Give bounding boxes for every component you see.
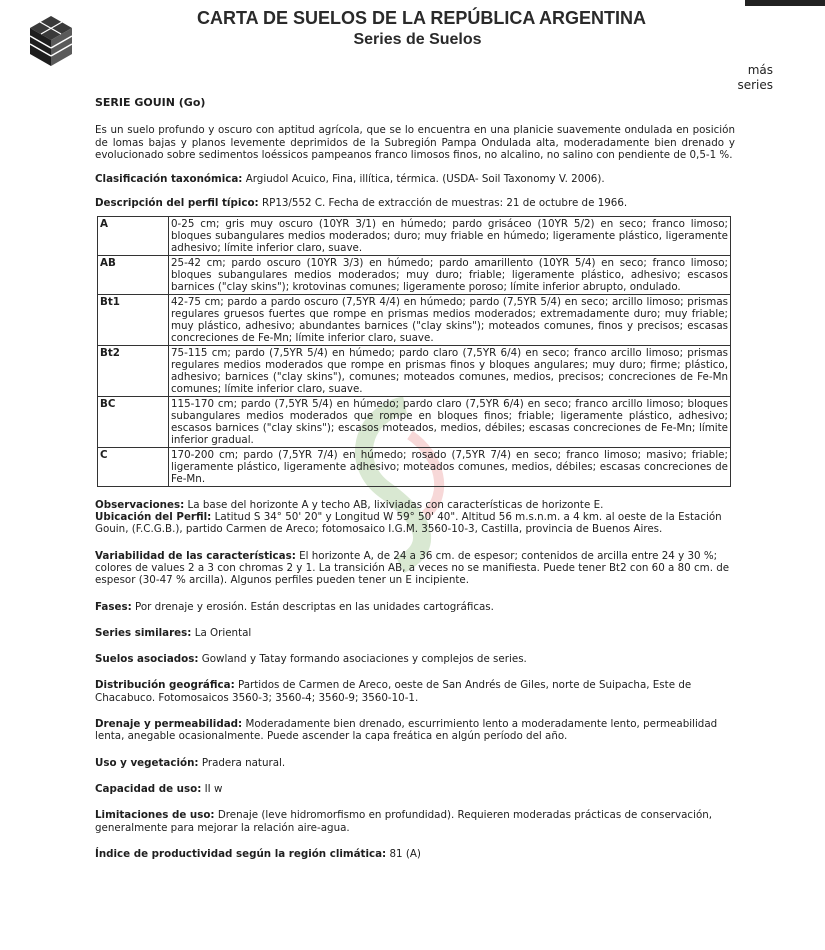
table-row: [98, 345, 731, 396]
limitaciones-value: Drenaje (leve hidromorfismo en profundidad). Requieren moderadas prácticas de conservación, generalmente para mejorar la relación aire-agua.: [95, 809, 713, 834]
document-body: [95, 97, 735, 860]
ubicacion-value: Latitud S 34° 50' 20" y Longitud W 59° 50' 40". Altitud 56 m.s.n.m. a 4 km. al oeste de la Estación Gouin, (F.C.G.B.), partido Carmen de Areco; fotomosaico I.G.M. 3560-10-3, Castilla, provincia de Buenos Aires.: [95, 511, 722, 536]
clasificacion-value: Argiudol Acuico, Fina, illítica, térmica. (USDA- Soil Taxonomy V. 2006).: [245, 173, 605, 186]
horizon-description: 170-200 cm; pardo (7,5YR 7/4) en húmedo; rosado (7,5YR 7/4) en seco; franco limoso; masivo; friable; ligeramente plástico, ligeramente adhesivo; moteados comunes, medios, débiles; escasas concreciones de Fe-Mn.: [169, 447, 731, 486]
indice-productividad: [95, 848, 735, 860]
page-title: CARTA DE SUELOS DE LA REPÚBLICA ARGENTINA: [196, 8, 646, 28]
horizon-name: BC: [98, 396, 169, 447]
uso-label: Uso y vegetación:: [95, 756, 199, 769]
capacidad-uso: [95, 783, 735, 795]
horizon-name: AB: [98, 255, 169, 294]
table-row: [98, 294, 731, 345]
observaciones-value: La base del horizonte A y techo AB, lixiviadas con características de horizonte E.: [187, 498, 604, 511]
horizons-table: [97, 216, 731, 487]
drenaje-value: Moderadamente bien drenado, escurrimiento lento a moderadamente lento, permeabilidad lenta, anegable ocasionalmente. Puede ascender la capa freática en algún período del año.: [95, 718, 718, 743]
horizon-name: Bt1: [98, 294, 169, 345]
horizon-description: 115-170 cm; pardo (7,5YR 5/4) en húmedo; pardo claro (7,5YR 6/4) en seco; franco arcillo limoso; bloques subangulares medios moderados que rompe en bloques finos; friable; ligeramente plástico, adhesivo; escasos barnices ("clay skins"); escasos moteados, medios, débiles; escasas concreciones de Fe-Mn; límite inferior gradual.: [169, 396, 731, 447]
table-row: [98, 255, 731, 294]
capacidad-label: Capacidad de uso:: [95, 782, 202, 795]
ubicacion-perfil: [95, 511, 735, 536]
capacidad-value: II w: [204, 782, 223, 795]
indice-label: Índice de productividad según la región climática:: [95, 847, 387, 860]
uso-value: Pradera natural.: [201, 756, 286, 769]
descripcion-value: RP13/552 C. Fecha de extracción de muestras: 21 de octubre de 1966.: [261, 197, 628, 210]
more-series-link-line1: más: [747, 63, 773, 77]
serie-intro: Es un suelo profundo y oscuro con aptitud agrícola, que se lo encuentra en una planicie suavemente ondulada en posición de lomas bajas y planos levemente deprimidos de la Subregión Pampa Ondulada alta, moderadamente bien drenado y evolucionado sobre sedimentos loéssicos pampeanos franco limosos finos, no alcalino, no salino con pendiente de 0,5-1 %.: [95, 124, 735, 161]
distribucion-geografica: [95, 679, 735, 704]
suelos-asociados: [95, 653, 735, 665]
table-row: [98, 447, 731, 486]
top-border-line: [745, 0, 825, 6]
distribucion-value: Partidos de Carmen de Areco, oeste de San Andrés de Giles, norte de Suipacha, Este de Chacabuco. Fotomosaicos 3560-3; 3560-4; 3560-9; 3560-10-1.: [95, 679, 692, 704]
drenaje-label: Drenaje y permeabilidad:: [95, 718, 243, 731]
observaciones-label: Observaciones:: [95, 498, 185, 511]
fases: [95, 601, 735, 613]
table-row: [98, 396, 731, 447]
serie-title: SERIE GOUIN (Go): [95, 96, 206, 109]
horizon-name: A: [98, 216, 169, 255]
more-series-link-line2: series: [737, 78, 773, 92]
series-similares: [95, 627, 735, 639]
horizon-name: Bt2: [98, 345, 169, 396]
ubicacion-label: Ubicación del Perfil:: [95, 511, 212, 524]
fases-value: Por drenaje y erosión. Están descriptas en las unidades cartográficas.: [135, 600, 494, 613]
horizon-description: 75-115 cm; pardo (7,5YR 5/4) en húmedo; pardo claro (7,5YR 6/4) en seco; franco arcillo limoso; prismas regulares medios moderados que rompe en prismas finos y bloques angulares; muy duro; firme; plástico, adhesivo; barnices ("clay skins"), comunes; moteados comunes, medios, precisos; concreciones de Fe-Mn comunes; límite inferior claro, suave.: [169, 345, 731, 396]
suelos-asociados-label: Suelos asociados:: [95, 653, 199, 666]
horizon-description: 42-75 cm; pardo a pardo oscuro (7,5YR 4/4) en húmedo; pardo (7,5YR 5/4) en seco; arcillo limoso; prismas regulares gruesos fuertes que rompe en prismas medios moderados; extremadamente duro; muy friable; muy plástico, adhesivo; abundantes barnices ("clay skins"); moteados comunes, finos y precisos; escasas concreciones de Fe-Mn; límite inferior claro, suave.: [169, 294, 731, 345]
observaciones: [95, 499, 735, 511]
clasificacion-taxonomica: [95, 173, 735, 185]
variabilidad-value: El horizonte A, de 24 a 36 cm. de espesor; contenidos de arcilla entre 24 y 30 %; colores de values 2 a 3 con chromas 2 y 1. La transición AB, a veces no se manifiesta. Puede tener Bt2 con 60 a 80 cm. de espesor (30-47 % arcilla). Algunos perfiles pueden tener un E incipiente.: [95, 549, 730, 587]
indice-value: 81 (A): [389, 847, 421, 860]
suelos-asociados-value: Gowland y Tatay formando asociaciones y complejos de series.: [201, 653, 527, 666]
table-row: [98, 216, 731, 255]
limitaciones-label: Limitaciones de uso:: [95, 809, 215, 822]
horizon-description: 25-42 cm; pardo oscuro (10YR 3/3) en húmedo; pardo amarillento (10YR 5/4) en seco; franco limoso; bloques subangulares medios moderados; muy duro; friable; ligeramente plástico, adhesivo; escasos barnices ("clay skins"); krotovinas comunes; ligeramente poroso; límite inferior abrupto, ondulado.: [169, 255, 731, 294]
limitaciones-uso: [95, 809, 735, 834]
descripcion-label: Descripción del perfil típico:: [95, 197, 259, 210]
clasificacion-label: Clasificación taxonómica:: [95, 173, 243, 186]
series-similares-label: Series similares:: [95, 626, 192, 639]
fases-label: Fases:: [95, 600, 132, 613]
more-series-link[interactable]: [737, 63, 773, 93]
variabilidad-label: Variabilidad de las características:: [95, 549, 296, 562]
horizon-name: C: [98, 447, 169, 486]
page-subtitle: Series de Suelos: [353, 31, 482, 48]
horizon-description: 0-25 cm; gris muy oscuro (10YR 3/1) en húmedo; pardo grisáceo (10YR 5/2) en seco; franco limoso; bloques subangulares medios moderados; duro; muy friable en húmedo; ligeramente plástico, ligeramente adhesivo; límite inferior claro, suave.: [169, 216, 731, 255]
drenaje-permeabilidad: [95, 718, 735, 743]
distribucion-label: Distribución geográfica:: [95, 679, 235, 692]
variabilidad: [95, 550, 735, 587]
descripcion-perfil: [95, 197, 735, 209]
series-similares-value: La Oriental: [194, 626, 252, 639]
uso-vegetacion: [95, 757, 735, 769]
